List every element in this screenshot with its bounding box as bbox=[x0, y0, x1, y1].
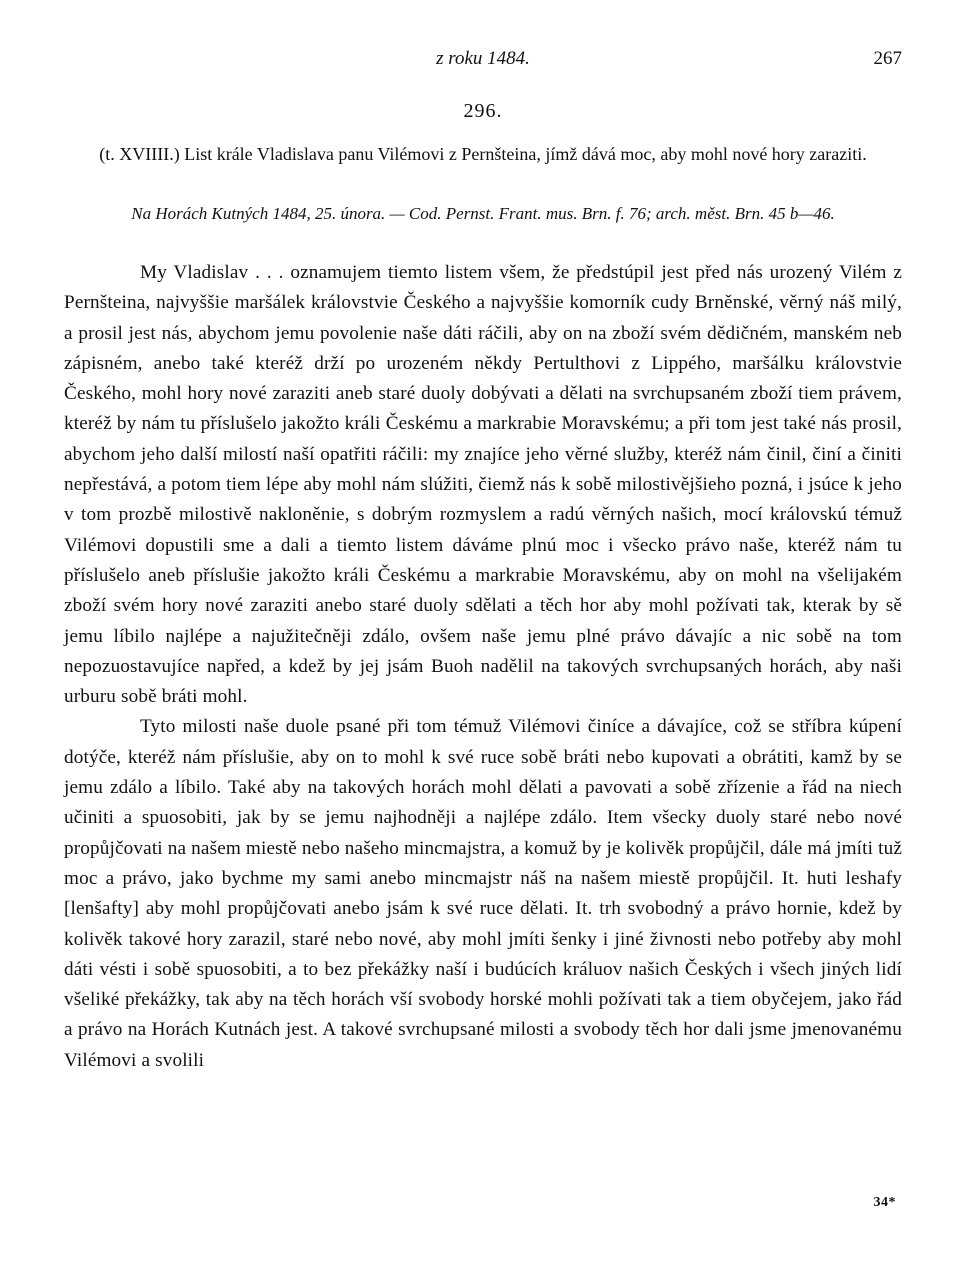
running-head bbox=[64, 48, 902, 76]
document-source: Na Horách Kutných 1484, 25. února. — Cod. Pernst. Frant. mus. Brn. f. 76; arch. měst. Brn. 45 b—46. bbox=[131, 204, 835, 223]
body-paragraph: Tyto milosti naše duole psané při tom témuž Vilémovi činíce a dávajíce, což se stříbra kúpení dotýče, kteréž nám příslušie, aby on to mohl k své ruce sobě bráti nebo kupovati a obrátiti, kamž by se jemu zdálo a líbilo. Také aby na takových horách mohl dělati a pavovati a sobě zřízenie a řád na niech učiniti a spuosobiti, jak by se jemu najhodněji a najlépe zdálo. Item všecky duoly staré nebo nové propůjčovati na našem miestě nebo našeho mincmajstra, a komuž by je kolivěk propůjčil, dále má jmíti tuž moc a právo, jako bychme my sami anebo mincmajstr náš na našem miestě propůjčil. It. huti leshafy [lenšafty] aby mohl propůjčovati anebo jsám k své ruce dělati. It. trh svobodný a právo hornie, kdež by kolivěk takové hory zarazil, staré nebo nové, aby mohl jmíti šenky i jiné živnosti nebo potřeby aby mohl dáti vésti i sobě spuosobiti, a to bez překážky naší i budúcích králuov našich Českých i všech jiných lidí všeliké překážky, tak aby na těch horách vší svobody horské mohli požívati tak a tiem obyčejem, jako řád a právo na Horách Kutnách jest. A takové svrchupsané milosti a svobody těch hor dali jsme jmenovanému Vilémovi a svolili bbox=[64, 716, 902, 1071]
body-paragraph: My Vladislav . . . oznamujem tiemto listem všem, že předstúpil jest před nás urozený Vilém z Pernšteina, najvyššie maršálek královstvie Českého a najvyššie komorník cudy Brněnské, věrný náš milý, a prosil jest nás, abychom jemu povolenie naše dáti ráčili, aby on na zboží svém dědičném, manském neb zápisném, anebo také kteréž drží po urozeném někdy Pertulthovi z Lippého, maršálku královstvie Českého, mohl hory nové zaraziti aneb staré duoly dobývati a dělati na svrchupsaném zboží tiem právem, kteréž by nám tu příslušelo jakožto králi Českému a markrabie Moravskému; a při tom jest také nás prosil, abychom jeho další milostí naší opatřiti ráčili: my znajíce jeho věrné služby, kteréž nám činil, činí a činiti nepřestává, a potom tiem lépe aby mohl nám slúžiti, čiemž nás k sobě milostivějšieho pozná, i jsúce k jeho v tom prozbě milostivě nakloněnie, s dobrým rozmyslem a radú věrných našich, mocí královskú témuž Vilémovi dopustili sme a dali a tiemto listem dáváme plnú moc i všecko právo naše, kteréž nám tu příslušelo aneb příslušie jakožto králi Českému a markrabie Moravskému, aby on mohl na všelijakém zboží svém hory nové zaraziti anebo staré duoly sdělati a těch hor aby mohl požívati tak, kterak by sě jemu líbilo najlépe a najužitečněji zdálo, ovšem naše jemu plné právo dávajíc a nic sobě na tom nepozuostavujíce napřed, a kdež by jej jsám Buoh nadělil na takových svrchupsaných horách, aby naši urburu sobě bráti mohl. bbox=[64, 262, 902, 708]
running-title: z roku 1484. bbox=[436, 48, 530, 69]
document-title: (t. XVIIII.) List krále Vladislava panu Vilémovi z Pernšteina, jímž dává moc, aby mohl nové hory zaraziti. bbox=[99, 144, 867, 164]
document-number: 296. bbox=[463, 100, 503, 122]
signature-mark: 34* bbox=[873, 1195, 896, 1210]
page-number: 267 bbox=[873, 48, 902, 69]
document-body bbox=[64, 258, 902, 1076]
